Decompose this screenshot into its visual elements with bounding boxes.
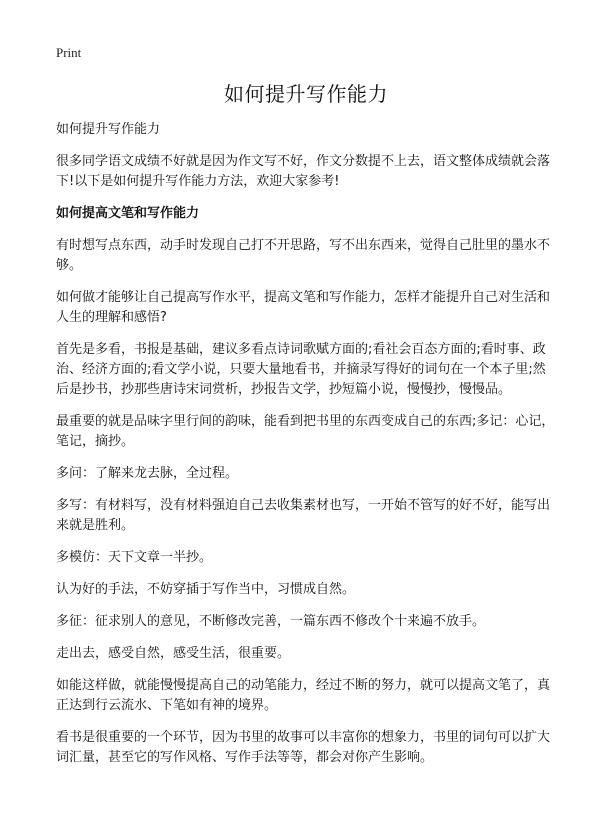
- paragraph: 认为好的手法，不妨穿插于写作当中，习惯成自然。: [56, 582, 356, 597]
- paragraph: 首先是多看，书报是基础，建议多看点诗词歌赋方面的;看社会百态方面的;看时事、政治、经济方面的;看文学小说，只要大量地看书，并摘录写得好的词句在一个本子里;然后是抄书，抄那些唐诗宋词赏析，抄报告文学，抄短篇小说，慢慢抄，慢慢品。: [56, 342, 546, 397]
- intro-paragraph: 很多同学语文成绩不好就是因为作文写不好，作文分数提不上去，语文整体成绩就会落下!以下是如何提升写作能力方法，欢迎大家参考!: [56, 154, 551, 189]
- page-title: 如何提升写作能力: [224, 82, 388, 106]
- paragraph: 看书是很重要的一个环节，因为书里的故事可以丰富你的想象力，书里的词句可以扩大词汇量，甚至它的写作风格、写作手法等等，都会对你产生影响。: [56, 730, 551, 765]
- paragraph: 如能这样做，就能慢慢提高自己的动笔能力，经过不断的努力，就可以提高文笔了，真正达到行云流水、下笔如有神的境界。: [56, 678, 551, 713]
- paragraph: 有时想写点东西，动手时发现自己打不开思路，写不出东西来，觉得自己肚里的墨水不够。: [56, 238, 551, 273]
- article-subtitle: 如何提升写作能力: [56, 122, 161, 137]
- paragraph: 多写：有材料写，没有材料强迫自己去收集素材也写，一开始不管写的好不好，能写出来就是胜利。: [56, 498, 551, 533]
- paragraph: 最重要的就是品味字里行间的韵味，能看到把书里的东西变成自己的东西;多记：心记，笔记，摘抄。: [56, 414, 555, 449]
- paragraph: 如何做才能够让自己提高写作水平，提高文笔和写作能力，怎样才能提升自己对生活和人生的理解和感悟?: [56, 290, 551, 325]
- section-heading: 如何提高文笔和写作能力: [56, 206, 200, 221]
- paragraph: 多征：征求别人的意见，不断修改完善，一篇东西不修改个十来遍不放手。: [56, 614, 486, 629]
- print-link[interactable]: Print: [56, 45, 82, 60]
- paragraph: 走出去，感受自然，感受生活，很重要。: [56, 646, 291, 661]
- paragraph: 多问：了解来龙去脉，全过程。: [56, 466, 239, 481]
- paragraph: 多模仿：天下文章一半抄。: [56, 550, 213, 565]
- document-page: [56, 44, 556, 780]
